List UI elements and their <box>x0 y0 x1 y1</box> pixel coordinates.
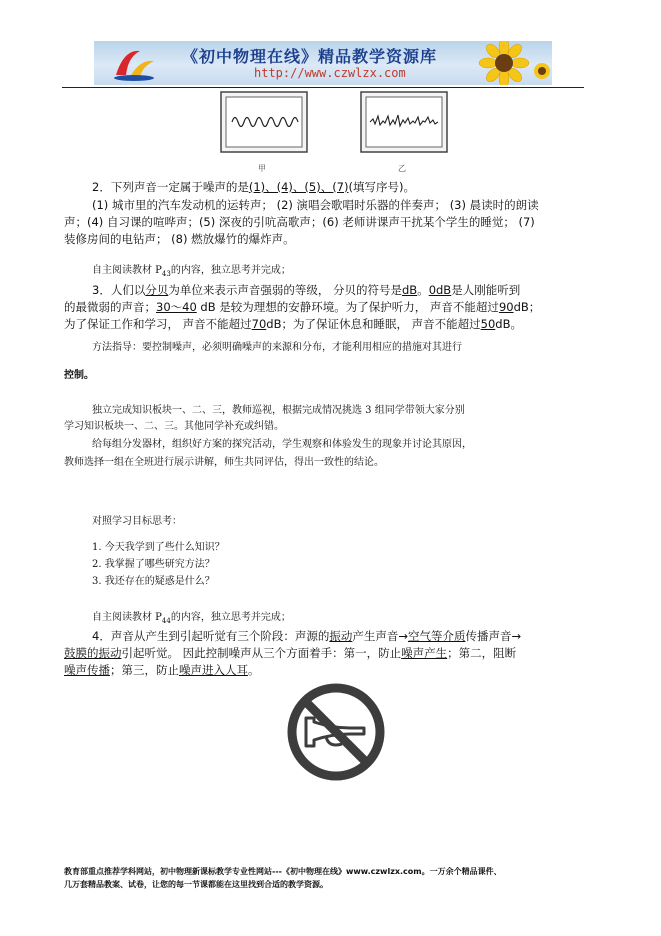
method-guidance-line2: 控制。 <box>64 370 94 381</box>
footer-line1: 教育部重点推荐学科网站，初中物理新课标教学专业性网站---《初中物理在线》www.czwlzx.com。一万余个精品课件、 <box>64 867 502 876</box>
question-4-line2: 鼓膜的振动引起听觉。 因此控制噪声从三个方面着手：第一，防止噪声产生；第二，阻断 <box>64 646 517 660</box>
question-2-line4: 装修房间的电钻声； (8) 燃放爆竹的爆炸声。 <box>64 232 295 246</box>
question-3-line3: 为了保证工作和学习， 声音不能超过70dB；为了保证休息和睡眠， 声音不能超过50dB。 <box>64 317 522 331</box>
logo-icon <box>110 45 158 81</box>
paragraph-1-line1: 独立完成知识板块一、二、三，教师巡视，根据完成情况挑选 3 组同学带领大家分别 <box>92 405 465 416</box>
read-instruction-p43: 自主阅读教材 $P_{43}$的内容，独立思考并完成； <box>92 265 291 278</box>
reflection-item-2: 2. 我掌握了哪些研究方法？ <box>92 559 215 570</box>
q2-answer: (1)、(4)、(5)、(7) <box>248 180 349 194</box>
question-3-line1: 3．人们以分贝为单位来表示声音强弱的等级， 分贝的符号是dB。0dB是人刚能听到 <box>92 283 521 297</box>
question-4-line3: 噪声传播；第三，防止噪声进入人耳。 <box>64 663 260 677</box>
waveform-figure-irregular <box>356 90 452 160</box>
figure-label-right: 乙 <box>398 164 406 173</box>
paragraph-1-line2: 学习知识板块一、二、三。其他同学补充或纠错。 <box>64 421 284 432</box>
banner-url[interactable]: http://www.czwlzx.com <box>254 66 406 80</box>
header-banner <box>94 41 552 85</box>
paragraph-2-line1: 给每组分发器材，组织好方案的探究活动，学生观察和体验发生的现象并讨论其原因， <box>92 439 472 450</box>
header-divider <box>62 87 584 88</box>
waveform-figure-regular <box>216 90 312 160</box>
question-2-line3: 声；(4) 自习课的喧哗声；(5) 深夜的引吭高歌声；(6) 老师讲课声干扰某个学生的睡觉； (7) <box>64 215 535 229</box>
no-horn-sign-icon <box>284 680 388 784</box>
sunflower-icon <box>464 41 552 85</box>
footer-line2: 几万套精品教案、试卷，让您的每一节课都能在这里找到合适的教学资源。 <box>64 880 328 889</box>
question-2-line2: (1) 城市里的汽车发动机的运转声； (2) 演唱会歌唱时乐器的伴奏声； (3) 晨读时的朗读 <box>92 198 539 212</box>
question-3-line2: 的最微弱的声音；30～40 dB 是较为理想的安静环境。为了保护听力， 声音不能超过90dB； <box>64 300 541 314</box>
reflection-item-3: 3. 我还存在的疑惑是什么？ <box>92 576 215 587</box>
reflection-heading: 对照学习目标思考： <box>92 516 182 527</box>
read-instruction-p44: 自主阅读教材 $P_{44}$的内容，独立思考并完成； <box>92 612 291 625</box>
method-guidance-line1: 方法指导：要控制噪声，必须明确噪声的来源和分布，才能利用相应的措施对其进行 <box>92 342 462 353</box>
paragraph-2-line2: 教师选择一组在全班进行展示讲解，师生共同评估，得出一致性的结论。 <box>64 457 384 468</box>
question-2-line1: 2．下列声音一定属于噪声的是(1)、(4)、(5)、(7)(填写序号)。 <box>92 180 415 194</box>
question-4-line1: 4．声音从产生到引起听觉有三个阶段：声源的振动产生声音→空气等介质传播声音→ <box>92 629 522 643</box>
banner-title: 《初中物理在线》精品教学资源库 <box>182 47 438 66</box>
reflection-item-1: 1. 今天我学到了些什么知识？ <box>92 542 225 553</box>
figure-label-left: 甲 <box>258 164 266 173</box>
